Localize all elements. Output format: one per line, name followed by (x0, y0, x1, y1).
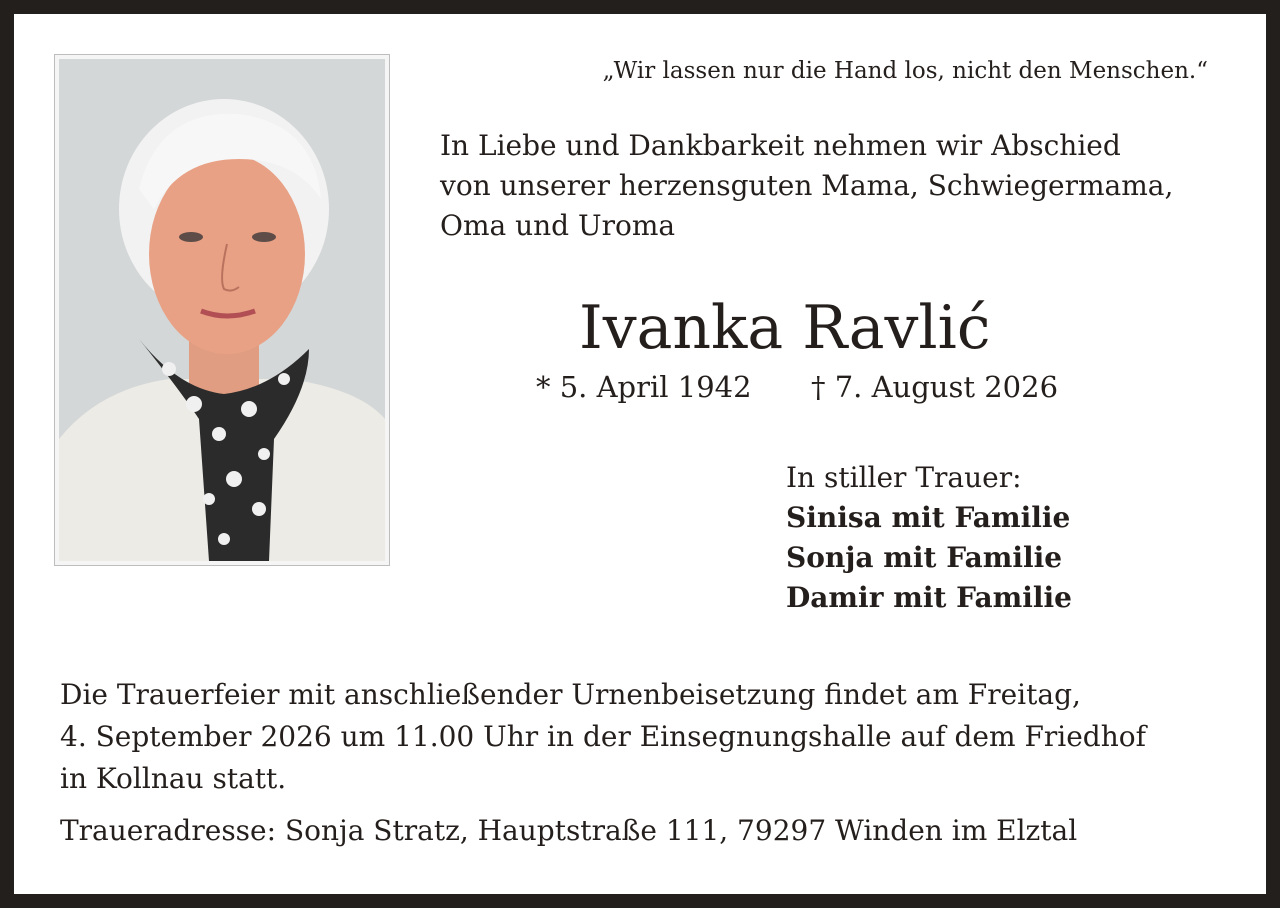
mourners-section (786, 458, 1072, 618)
intro-line: Oma und Uroma (440, 209, 676, 242)
intro-line: In Liebe und Dankbarkeit nehmen wir Abschied (440, 129, 1121, 162)
mourner-family: Sinisa mit Familie (786, 501, 1071, 534)
deceased-name: Ivanka Ravlić (579, 293, 991, 363)
mourner-family: Sonja mit Familie (786, 541, 1063, 574)
service-line: 4. September 2026 um 11.00 Uhr in der Einsegnungshalle auf dem Friedhof (60, 720, 1146, 753)
portrait-image (59, 59, 385, 561)
mourner-family: Damir mit Familie (786, 581, 1072, 614)
portrait-photo (54, 54, 390, 566)
service-info (60, 674, 1146, 800)
birth-date: * 5. April 1942 (536, 370, 752, 404)
death-date: † 7. August 2026 (811, 370, 1059, 404)
service-line: Die Trauerfeier mit anschließender Urnenbeisetzung findet am Freitag, (60, 678, 1081, 711)
service-line: in Kollnau statt. (60, 762, 287, 795)
obituary-card (14, 14, 1266, 894)
mourners-heading: In stiller Trauer: (786, 461, 1022, 494)
intro-line: von unserer herzensguten Mama, Schwiegermama, (440, 169, 1174, 202)
quote: „Wir lassen nur die Hand los, nicht den Menschen.“ (602, 58, 1208, 84)
mourning-address: Traueradresse: Sonja Stratz, Hauptstraße 111, 79297 Winden im Elztal (60, 814, 1078, 847)
intro-text (440, 126, 1173, 246)
